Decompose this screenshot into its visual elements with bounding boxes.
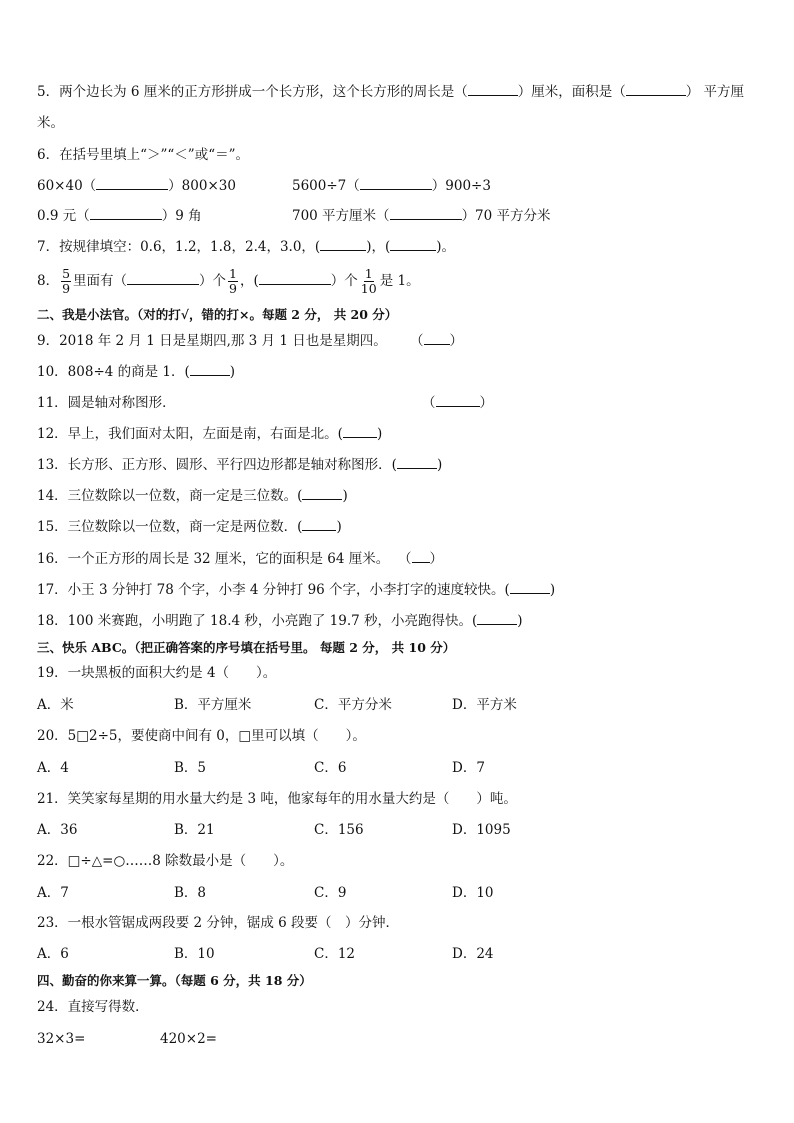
mc-22-option-a[interactable]: A．7 [37,885,69,901]
mc-23-option-a[interactable]: A．6 [37,946,69,962]
mc-22-option-c[interactable]: C．9 [314,885,347,901]
tf-9-blank[interactable] [424,332,450,345]
question-5-cont: 米。 [37,115,64,131]
question-6-title: 6．在括号里填上“＞”“＜”或“＝”。 [37,147,249,163]
tf-answer-9: （ ） [410,333,463,349]
question-7: 7．按规律填空：0.6，1.2，1.8，2.4，3.0，( )，( )。 [37,239,456,255]
q6-c-blank[interactable] [90,207,162,220]
q6-item-d: 700 平方厘米（ ）70 平方分米 [292,208,551,224]
tf-item-18: 18．100 米赛跑，小明跑了 18.4 秒，小亮跑了 19.7 秒，小亮跑得快。( ) [37,613,523,629]
q24-expression-2: 420×2= [160,1031,217,1047]
q6-a-blank[interactable] [96,177,168,190]
fraction-1-10: $\frac{1}{10}$ [360,266,377,296]
q7-blank-1[interactable] [320,238,366,251]
mc-20-option-c[interactable]: C．6 [314,760,347,776]
q5-perimeter-blank[interactable] [468,83,518,96]
tf-item-17: 17．小王 3 分钟打 78 个字，小李 4 分钟打 96 个字，小李打字的速度较快。( ) [37,582,556,598]
q6-d-blank[interactable] [390,207,462,220]
tf-10-blank[interactable] [190,363,230,376]
tf-18-blank[interactable] [477,612,517,625]
tf-14-blank[interactable] [302,487,342,500]
mc-19-option-b[interactable]: B．平方厘米 [174,697,252,713]
q6-item-b: 5600÷7（ ）900÷3 [292,178,491,194]
question-8: 8． $\frac{5}{9}$ 里面有（ ）个 $\frac{1}{9}$ ，( ）个 $\frac{1}{10}$ 是 1。 [37,266,420,296]
fraction-1-9: $\frac{1}{9}$ [229,266,237,296]
mc-question-23: 23．一根水管锯成两段要 2 分钟，锯成 6 段要（ ）分钟． [37,915,400,931]
q8-blank-1[interactable] [127,272,199,285]
q5-text: 5．两个边长为 6 厘米的正方形拼成一个长方形，这个长方形的周长是（ [37,84,468,100]
tf-17-blank[interactable] [510,581,550,594]
tf-11-blank[interactable] [436,394,480,407]
mc-21-option-a[interactable]: A．36 [37,822,78,838]
tf-16-blank[interactable] [412,550,430,563]
q24-expression-1: 32×3= [37,1031,86,1047]
mc-23-option-d[interactable]: D．24 [452,946,494,962]
mc-21-option-d[interactable]: D．1095 [452,822,511,838]
mc-19-option-a[interactable]: A．米 [37,697,74,713]
q6-item-a: 60×40（ ）800×30 [37,178,236,194]
tf-13-blank[interactable] [397,456,437,469]
mc-22-option-b[interactable]: B．8 [174,885,207,901]
mc-question-19: 19．一块黑板的面积大约是 4（ ）。 [37,665,277,681]
section-4-heading: 四、勤奋的你来算一算。（每题 6 分，共 18 分） [37,973,312,988]
mc-23-option-b[interactable]: B．10 [174,946,215,962]
tf-15-blank[interactable] [302,518,336,531]
tf-item-10: 10．808÷4 的商是 1．( ) [37,364,236,380]
tf-item-16: 16．一个正方形的周长是 32 厘米，它的面积是 64 厘米。 [37,551,390,567]
mc-20-option-b[interactable]: B．5 [174,760,207,776]
mc-20-option-d[interactable]: D．7 [452,760,485,776]
mc-21-option-b[interactable]: B．21 [174,822,215,838]
mc-20-option-a[interactable]: A．4 [37,760,69,776]
mc-22-option-d[interactable]: D．10 [452,885,494,901]
section-2-heading: 二、我是小法官。（对的打√，错的打×。每题 2 分， 共 20 分） [37,307,398,322]
mc-23-option-c[interactable]: C．12 [314,946,356,962]
q6-b-blank[interactable] [360,177,432,190]
mc-21-option-c[interactable]: C．156 [314,822,364,838]
tf-answer-11: （ ） [422,395,493,411]
mc-question-22: 22．□÷△=○……8 除数最小是（ ）。 [37,853,294,869]
mc-19-option-c[interactable]: C．平方分米 [314,697,392,713]
tf-answer-16: （ ） [398,551,443,567]
q7-blank-2[interactable] [390,238,436,251]
tf-12-blank[interactable] [343,425,377,438]
mc-19-option-d[interactable]: D．平方米 [452,697,517,713]
tf-item-14: 14．三位数除以一位数，商一定是三位数。( ) [37,488,348,504]
question-24-title: 24．直接写得数． [37,999,149,1015]
tf-item-12: 12．早上，我们面对太阳，左面是南，右面是北。( ) [37,426,383,442]
tf-item-15: 15．三位数除以一位数，商一定是两位数．( ) [37,519,342,535]
question-5: 5．两个边长为 6 厘米的正方形拼成一个长方形，这个长方形的周长是（ ）厘米，面积是（ ） 平方厘 [37,84,745,100]
section-3-heading: 三、快乐 ABC。（把正确答案的序号填在括号里。 每题 2 分， 共 10 分） [37,640,456,655]
fraction-5-9: $\frac{5}{9}$ [62,266,71,296]
tf-item-13: 13．长方形、正方形、圆形、平行四边形都是轴对称图形．( ) [37,457,443,473]
mc-question-20: 20．5□2÷5，要使商中间有 0，□里可以填（ ）。 [37,728,366,744]
mc-question-21: 21．笑笑家每星期的用水量大约是 3 吨，他家每年的用水量大约是（ ）吨。 [37,791,517,807]
q6-item-c: 0.9 元（ ）9 角 [37,208,202,224]
q5-area-blank[interactable] [626,83,686,96]
tf-item-11: 11．圆是轴对称图形． [37,395,176,411]
tf-item-9: 9．2018 年 2 月 1 日是星期四,那 3 月 1 日也是星期四。 [37,333,387,349]
q8-blank-2[interactable] [259,272,331,285]
